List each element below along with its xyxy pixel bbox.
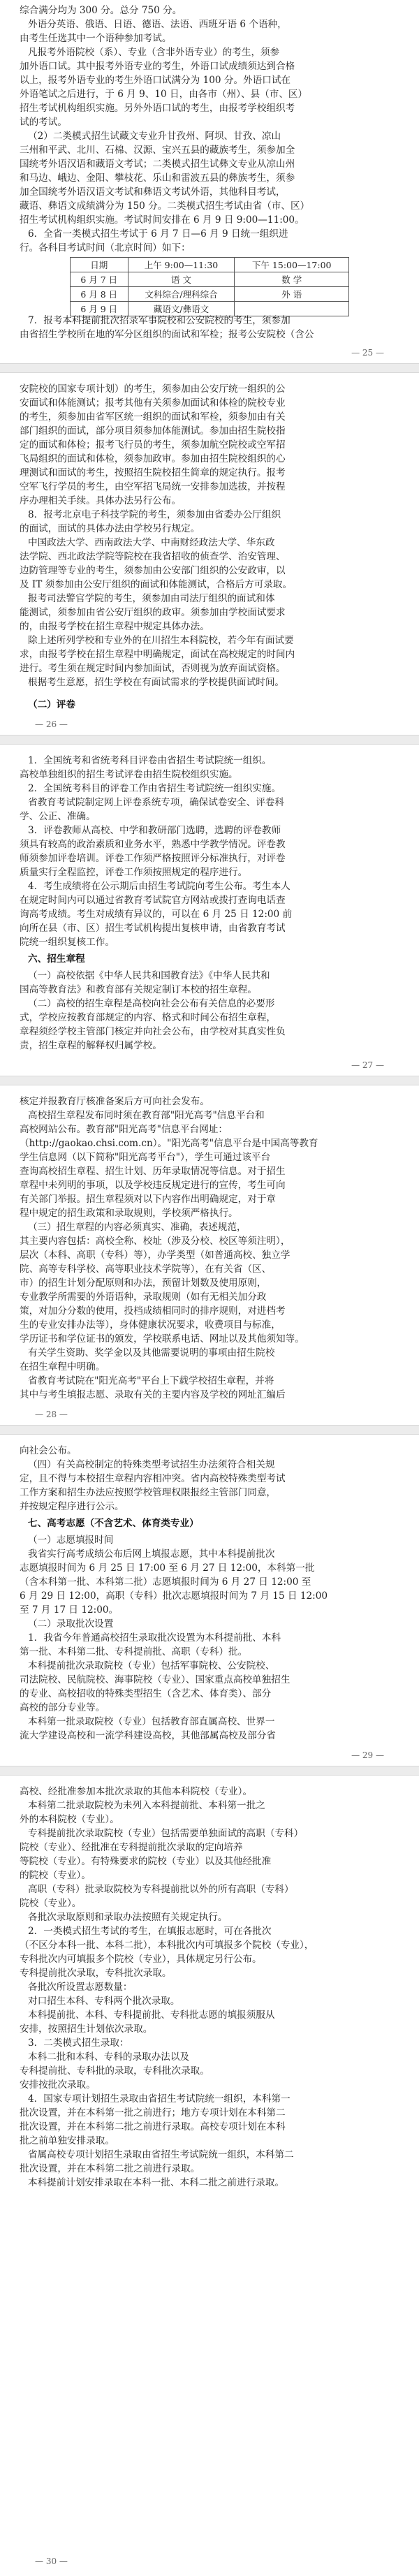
text-line: 2．全国统考科目的评卷工作由省招生考试院统一组织实施。 bbox=[28, 783, 281, 794]
text-line: 师须参加评卷培训。评卷工作须严格按照评分标准执行，对评卷 bbox=[20, 853, 286, 864]
text-line: 生的专业安排办法等），身体健康状况要求，收费项目与标准， bbox=[20, 1319, 281, 1331]
text-line: 4．考生成绩将在公示期后由招生考试院向考生公布。考生本人 bbox=[28, 881, 291, 892]
text-line: 高校单独组织的招生考试评卷由招生院校组织实施。 bbox=[20, 769, 238, 780]
text-line: 7．报考本科提前批次招录军事院校和公安院校的考生，须参加 bbox=[28, 315, 291, 326]
text-line: 招生考试机构组织实施。考试时间安排在 6 月 9 日 9:00—11:00。 bbox=[20, 214, 304, 226]
text-line: 的考生，须参加由省军区统一组织的面试和军检，须参加由有关 bbox=[20, 411, 286, 423]
text-line: 边防管理等专业的考生，须参加由公安部门组织的公安政审，以 bbox=[20, 565, 286, 576]
text-line: 外语分英语、俄语、日语、德语、法语、西班牙语 6 个语种， bbox=[28, 19, 287, 30]
text-line: 专科提前批、专科批的录取，专科批次录取。 bbox=[20, 2065, 210, 2077]
text-line: 层次（本科、高职（专科）等），办学类型（如普通高校、独立学 bbox=[20, 1250, 291, 1261]
text-line: 中国政法大学、西南政法大学、中南财经政法大学、华东政 bbox=[28, 537, 275, 548]
text-line: 责，招生章程的解释权归属学校。 bbox=[20, 1040, 162, 1051]
text-line: 章程须经学校主管部门核定并向社会公布，由学校对其真实性负 bbox=[20, 1026, 286, 1037]
page-number: — 28 — bbox=[35, 1410, 68, 1419]
text-line: 对口招生本科、专科两个批次录取。 bbox=[28, 1996, 180, 2007]
text-line: 流大学建设高校和一流学科建设高校，其他部属高校及部分省 bbox=[20, 1730, 277, 1741]
text-line: 批次设置，并在本科第二批之前进行录取。高校专项计划在本科 bbox=[20, 2121, 286, 2132]
text-line: 专科提前批次录取，专科批次录取。 bbox=[20, 1968, 172, 1979]
text-line: 3．二类模式招生录取： bbox=[28, 2037, 129, 2049]
text-line: 学历证书和学位证书的颁发，学校联系电话、网址以及其他须知等。 bbox=[20, 1333, 304, 1345]
text-line: （三）招生章程的内容必须真实、准确，表述规范， bbox=[28, 1222, 247, 1233]
page-number: — 30 — bbox=[35, 2556, 68, 2566]
text-line: 院校（专业）。 bbox=[20, 1898, 82, 1909]
text-line: 国统考外语汉语和藏语文考试；二类模式招生试彝文专业从凉山州 bbox=[20, 159, 295, 170]
text-line: 第一批、本科第二批、专科提前批、高职（专科）批。 bbox=[20, 1646, 248, 1657]
text-line: 3．评卷教师从高校、中学和教研部门选聘，选聘的评卷教师 bbox=[28, 825, 281, 836]
text-line: 在规定时间内可以通过省教育考试院官方网站或拨打查询电话查 bbox=[20, 895, 286, 906]
text-line: 高校招生章程发布同时须在教育部"阳光高考"信息平台和 bbox=[28, 1110, 265, 1121]
text-line: 由省招生学校所在地的军分区组织的面试和军检；报考公安院校（含公 bbox=[20, 329, 314, 340]
text-line: 高校、经批准参加本批次录取的其他本科院校（专业）。 bbox=[20, 1786, 253, 1797]
text-line: 高校的部分专业等。 bbox=[20, 1702, 105, 1713]
page-separator bbox=[0, 735, 419, 745]
text-line: 行。各科目考试时间（北京时间）如下： bbox=[20, 242, 191, 254]
text-line: 能测试，须参加由省公安厅组织的政审。须参加由学校面试要求 bbox=[20, 607, 286, 618]
text-line: 以上，报考外语专业的考生外语口试满分为 100 分。外语口试在 bbox=[20, 75, 291, 86]
table-cell: 6 月 9 日 bbox=[71, 302, 128, 316]
text-line: 求，由报考学校在招生章程中明确规定，面试在高校规定的时间内 bbox=[20, 649, 295, 660]
table-cell: 语 文 bbox=[128, 272, 235, 287]
text-line: 6．全省一类模式招生考试于 6 月 7 日—6 月 9 日统一组织进 bbox=[28, 228, 288, 240]
text-line: 凡报考外语院校（系）、专业（含非外语专业）的考生，须参 bbox=[28, 47, 280, 58]
table-header: 上午 9:00—11:30 bbox=[128, 258, 235, 272]
text-line: 安排按批次录取。 bbox=[20, 2079, 96, 2091]
text-line: 的专业、高校招收的特殊类型招生（含艺术、体育类）、部分 bbox=[20, 1688, 272, 1699]
text-line: 外的本科院校（专业）。 bbox=[20, 1814, 119, 1825]
text-line: 的院校（专业）。 bbox=[20, 1870, 91, 1881]
text-line: 院校（专业）、经批准在专科提前批次录取的定向培养 bbox=[20, 1842, 243, 1853]
text-line: 本科提前批次录取院校（专业）包括军事院校、公安院校、 bbox=[28, 1660, 275, 1671]
table-row bbox=[71, 287, 349, 302]
text-line: 我省实行高考成绩公布后网上填报志愿，其中本科提前批次 bbox=[28, 1549, 275, 1560]
text-line: 高职（专科）批录取院校为专科提前批以外的所有高职（专科） bbox=[28, 1884, 294, 1895]
text-line: 专科批次内可填报多个院校（专业），具体规定另行公布。 bbox=[20, 1954, 262, 1965]
table-cell: 6 月 7 日 bbox=[71, 272, 128, 287]
text-line: 等院校（专业）。有特殊要求的院校（专业）以及其他经批准 bbox=[20, 1856, 272, 1867]
text-line: 各批次录取原则和录取办法按照有关规定执行。 bbox=[28, 1912, 228, 1923]
text-line: 本科提前批、本科、专科提前批、专科批志愿的填报须服从 bbox=[28, 2010, 275, 2021]
text-line: 飞局组织的面试和体检，须参加政审。参加由招生院校组织的心 bbox=[20, 453, 286, 464]
page-separator bbox=[0, 363, 419, 373]
text-line: 质量实行全程监控，评卷工作须按照规定的程序进行。 bbox=[20, 867, 248, 878]
text-line: 核定并报教育厅核准备案后方可向社会发布。 bbox=[20, 1096, 210, 1107]
text-line: 本科第二批录取院校为未列入本科提前批、本科第一批之 bbox=[28, 1800, 265, 1811]
text-line: 定的面试和体检；报考飞行员的考生，须参加航空院校或空军招 bbox=[20, 439, 286, 451]
text-line: 向社会公布。 bbox=[20, 1445, 77, 1456]
section-heading: （二）评卷 bbox=[28, 699, 75, 710]
text-line: 批次设置，并在本科第二批之前进行录取。 bbox=[20, 2163, 200, 2174]
text-line: 章程中未列明的事项，以及学校违反规定进行的宣传，考生可向 bbox=[20, 1180, 286, 1191]
text-line: 其主要内容包括：高校全称、校址（涉及分校、校区等须注明）， bbox=[20, 1236, 291, 1247]
text-line: （二）高校的招生章程是高校向社会公布有关信息的必要形 bbox=[28, 998, 275, 1009]
text-line: 安面试和体能测试；报考其他有关须参加面试和体检的院校专业 bbox=[20, 397, 286, 409]
text-line: 法学院、西北政法学院等院校在我省招收的侦查学、治安管理、 bbox=[20, 551, 286, 562]
text-line: 专科提前批次录取院校（专业）包括需要单独面试的高职（专科） bbox=[28, 1828, 304, 1839]
table-cell: 6 月 8 日 bbox=[71, 287, 128, 302]
text-line: 工作方案和招生办法应按照学校管理权限报经主管部门同意， bbox=[20, 1487, 277, 1498]
text-line: 高校网站公布。教育部"阳光高考"信息平台网址： bbox=[20, 1124, 228, 1135]
text-line: 向所在县（市、区）招生考试机构提出复核申请，由省教育考试 bbox=[20, 923, 286, 934]
text-line: （二）录取批次设置 bbox=[28, 1618, 114, 1630]
text-line: （一）高校依据《中华人民共和国教育法》《中华人民共和 bbox=[28, 970, 270, 981]
text-line: 安排，按照招生计划依次录取。 bbox=[20, 2024, 153, 2035]
text-line: 省教育考试院在"阳光高考"平台上下载学校招生章程，并将 bbox=[28, 1375, 274, 1386]
text-line: 空军飞行学员的考生，由空军招飞局统一安排参加选拔，并按程 bbox=[20, 481, 286, 492]
text-line: 批次设置，并在本科第一批之前进行；地方专项计划在本科第二 bbox=[20, 2107, 286, 2118]
text-line: 志愿填报时间为 6 月 25 日 17:00 至 6 月 27 日 12:00，本科第一批 bbox=[20, 1563, 315, 1574]
text-line: 安院校的国家专项计划）的考生，须参加由公安厅统一组织的公 bbox=[20, 383, 286, 395]
text-line: 学生信息网（以下简称"阳光高考平台"），学生可通过该平台 bbox=[20, 1152, 271, 1163]
text-line: 省教育考试院制定网上评卷系统专项，确保试卷安全、评卷科 bbox=[28, 797, 285, 808]
text-line: 及 IT 须参加由公安厅组织的面试和体能测试，合格后方可录取。 bbox=[20, 579, 293, 590]
text-line: 批之前单独安排录取。 bbox=[20, 2135, 115, 2146]
text-line: 加全国统考外语汉语文考试和彝语文考试外语，其他科目考试， bbox=[20, 186, 286, 198]
text-line: 学、公正、准确。 bbox=[20, 811, 96, 822]
text-line: 须具有较高的政治素质和业务水平，熟悉中学教学情况。评卷教 bbox=[20, 839, 286, 850]
text-line: 本科提前计划安排录取在本科一批、本科二批之前进行录取。 bbox=[28, 2177, 285, 2188]
text-line: 询高考成绩。考生对成绩有异议的，可以在 6 月 25 日 12:00 前 bbox=[20, 909, 293, 920]
text-line: 各批次所设置志愿数量： bbox=[28, 1982, 133, 1993]
table-header: 下午 15:00—17:00 bbox=[235, 258, 349, 272]
text-line: 的，由报考学校在招生章程中规定具体办法。 bbox=[20, 621, 210, 632]
page-number: — 27 — bbox=[351, 1060, 384, 1070]
table-header-row bbox=[71, 258, 349, 272]
text-line: 三州和平武、北川、石棉、汉源、宝兴五县的藏族考生，须参加全 bbox=[20, 145, 295, 156]
text-line: （2）二类模式招生试藏文专业升甘孜州、阿坝、甘孜、凉山 bbox=[28, 131, 281, 142]
text-line: 司法院校、民航院校、海事院校（专业）、国家重点高校单独招生 bbox=[20, 1674, 291, 1685]
table-cell: 文科综合/理科综合 bbox=[128, 287, 235, 302]
text-line: 加外语口试。其中报考外语专业的考生，外语口试成绩须达到合格 bbox=[20, 61, 295, 72]
text-line: 市）的招生计划分配原则和办法，预留计划数及使用原则， bbox=[20, 1278, 267, 1289]
text-line: 有关学生资助、奖学金以及其他需要说明的事项由招生院校 bbox=[28, 1347, 275, 1359]
text-line: 由考生任选其中一个语种参加考试。 bbox=[20, 33, 172, 44]
text-line: 至 7 月 17 日 12:00。 bbox=[20, 1604, 119, 1616]
table-row bbox=[71, 272, 349, 287]
table-cell: 数 学 bbox=[235, 272, 349, 287]
page-number: — 26 — bbox=[35, 719, 68, 729]
text-line: 1．我省今年普通高校招生录取批次设置为本科提前批、本科 bbox=[28, 1632, 281, 1644]
exam-schedule-table bbox=[70, 257, 349, 316]
text-line: 的面试，面试的具体办法由学校另行规定。 bbox=[20, 523, 200, 534]
page-number: — 25 — bbox=[351, 348, 384, 358]
text-line: 2．一类模式招生考试的考生，在填报志愿时，可在各批次 bbox=[28, 1926, 272, 1937]
text-line: 综合满分均为 300 分。总分 750 分。 bbox=[20, 5, 182, 16]
text-line: 1．全国统考和省统考科目评卷由省招生考试院统一组织。 bbox=[28, 755, 272, 766]
section-heading: 七、高考志愿（不含艺术、体育类专业） bbox=[28, 1518, 199, 1529]
page-number: — 29 — bbox=[351, 1750, 384, 1760]
text-line: 根据考生意愿，招生学校在有面试需求的学校提供面试时间。 bbox=[28, 677, 285, 688]
text-line: 6 月 29 日 12:00，高职（专科）批次志愿填报时间为 7 月 15 日 12:00 bbox=[20, 1590, 328, 1602]
section-heading: 六、招生章程 bbox=[28, 953, 85, 965]
table-header: 日期 bbox=[71, 258, 128, 272]
text-line: 院统一组织复核工作。 bbox=[20, 937, 115, 948]
text-line: 和马边、峨边、金阳、攀枝花、乐山和雷波五县的彝族考生，须参 bbox=[20, 173, 295, 184]
text-line: 其中与考生填报志愿、录取有关的主要内容及学校的网址汇编后 bbox=[20, 1389, 286, 1400]
text-line: 查询高校招生章程、招生计划、历年录取情况等信息。对于招生 bbox=[20, 1166, 286, 1177]
text-line: 进行。考生须在规定时间内参加面试，否则视为放弃面试资格。 bbox=[20, 663, 286, 674]
text-line: 有关部门举报。招生章程须对以下内容作出明确规定，对于章 bbox=[20, 1194, 277, 1205]
text-line: 省属高校专项计划招生录取由省招生考试院统一组织，本科第二 bbox=[28, 2149, 294, 2160]
text-line: 理测试和面试的考生，按照招生院校招生简章的规定执行。报考 bbox=[20, 467, 286, 478]
page-separator bbox=[0, 1425, 419, 1435]
text-line: 并按规定程序进行公示。 bbox=[20, 1501, 124, 1512]
text-line: （不区分本科一批、本科二批），本科批次内可填报多个院校（专业）， bbox=[20, 1940, 314, 1951]
text-line: 8．报考北京电子科技学院的考生，须参加由省委办公厅组织 bbox=[28, 509, 281, 520]
text-line: （一）志愿填报时间 bbox=[28, 1535, 114, 1546]
page-separator bbox=[0, 1076, 419, 1085]
text-line: 程中规定的招生政策和录取规则，学校须严格执行。 bbox=[20, 1208, 238, 1219]
text-line: 报考司法警官学院的考生，须参加由司法厅组织的面试和体 bbox=[28, 593, 275, 604]
text-line: （含本科第一批、本科第二批）志愿填报时间为 6 月 27 日 12:00 至 bbox=[20, 1576, 311, 1588]
text-line: 部门组织的面试，部分项目须参加体能测试。参加由招生院校指 bbox=[20, 425, 286, 437]
text-line: 院、高等专科学校、高等职业技术学院等），在有关省（区、 bbox=[20, 1264, 272, 1275]
text-line: 策，对加分分数的使用，投档成绩相同时的排序规则，对进档考 bbox=[20, 1305, 286, 1317]
text-line: 专业教学所需要的外语语种，录取规则（如有无相关加分政 bbox=[20, 1291, 267, 1303]
table-cell: 外 语 bbox=[235, 287, 349, 302]
text-line: 4．国家专项计划招生录取由省招生考试院统一组织，本科第一 bbox=[28, 2093, 291, 2105]
table-cell: 藏语文/彝语文 bbox=[128, 302, 235, 316]
page-separator bbox=[0, 1766, 419, 1776]
text-line: 本科第一批录取院校（专业）包括教育部直属高校、世界一 bbox=[28, 1716, 275, 1727]
text-line: （http://gaokao.chsi.com.cn）。"阳光高考"信息平台是中国高等教育 bbox=[20, 1138, 318, 1149]
text-line: 在招生章程中明确。 bbox=[20, 1361, 105, 1373]
text-line: 本科二批和本科、专科的录取办法以及 bbox=[28, 2051, 190, 2063]
text-line: 招生考试机构组织实施。另外外语口试的考生，由报考学校组织考 bbox=[20, 103, 295, 114]
text-line: （四）有关高校制定的特殊类型考试招生办法须符合相关规 bbox=[28, 1459, 275, 1470]
text-line: 除上述所列学校和专业外的在川招生本科院校，若今年有面试要 bbox=[28, 635, 294, 646]
text-line: 式，学校应按教育部规定的内容、格式和时间公布招生章程， bbox=[20, 1012, 277, 1023]
text-line: 试的考试。 bbox=[20, 117, 67, 128]
text-line: 序办理相关手续。具体办法另行公布。 bbox=[20, 495, 182, 506]
text-line: 藏语、彝语文成绩满分为 150 分。二类模式招生考试由省（市、区） bbox=[20, 200, 310, 212]
text-line: 定，且不得与本校招生章程内容相冲突。省内高校特殊类型考试 bbox=[20, 1473, 286, 1484]
text-line: 外语笔试之后进行，于 6 月 9、10 日，由各市（州）、县（市、区） bbox=[20, 89, 308, 100]
text-line: 国高等教育法》和教育部有关规定制订本校的招生章程。 bbox=[20, 984, 257, 995]
